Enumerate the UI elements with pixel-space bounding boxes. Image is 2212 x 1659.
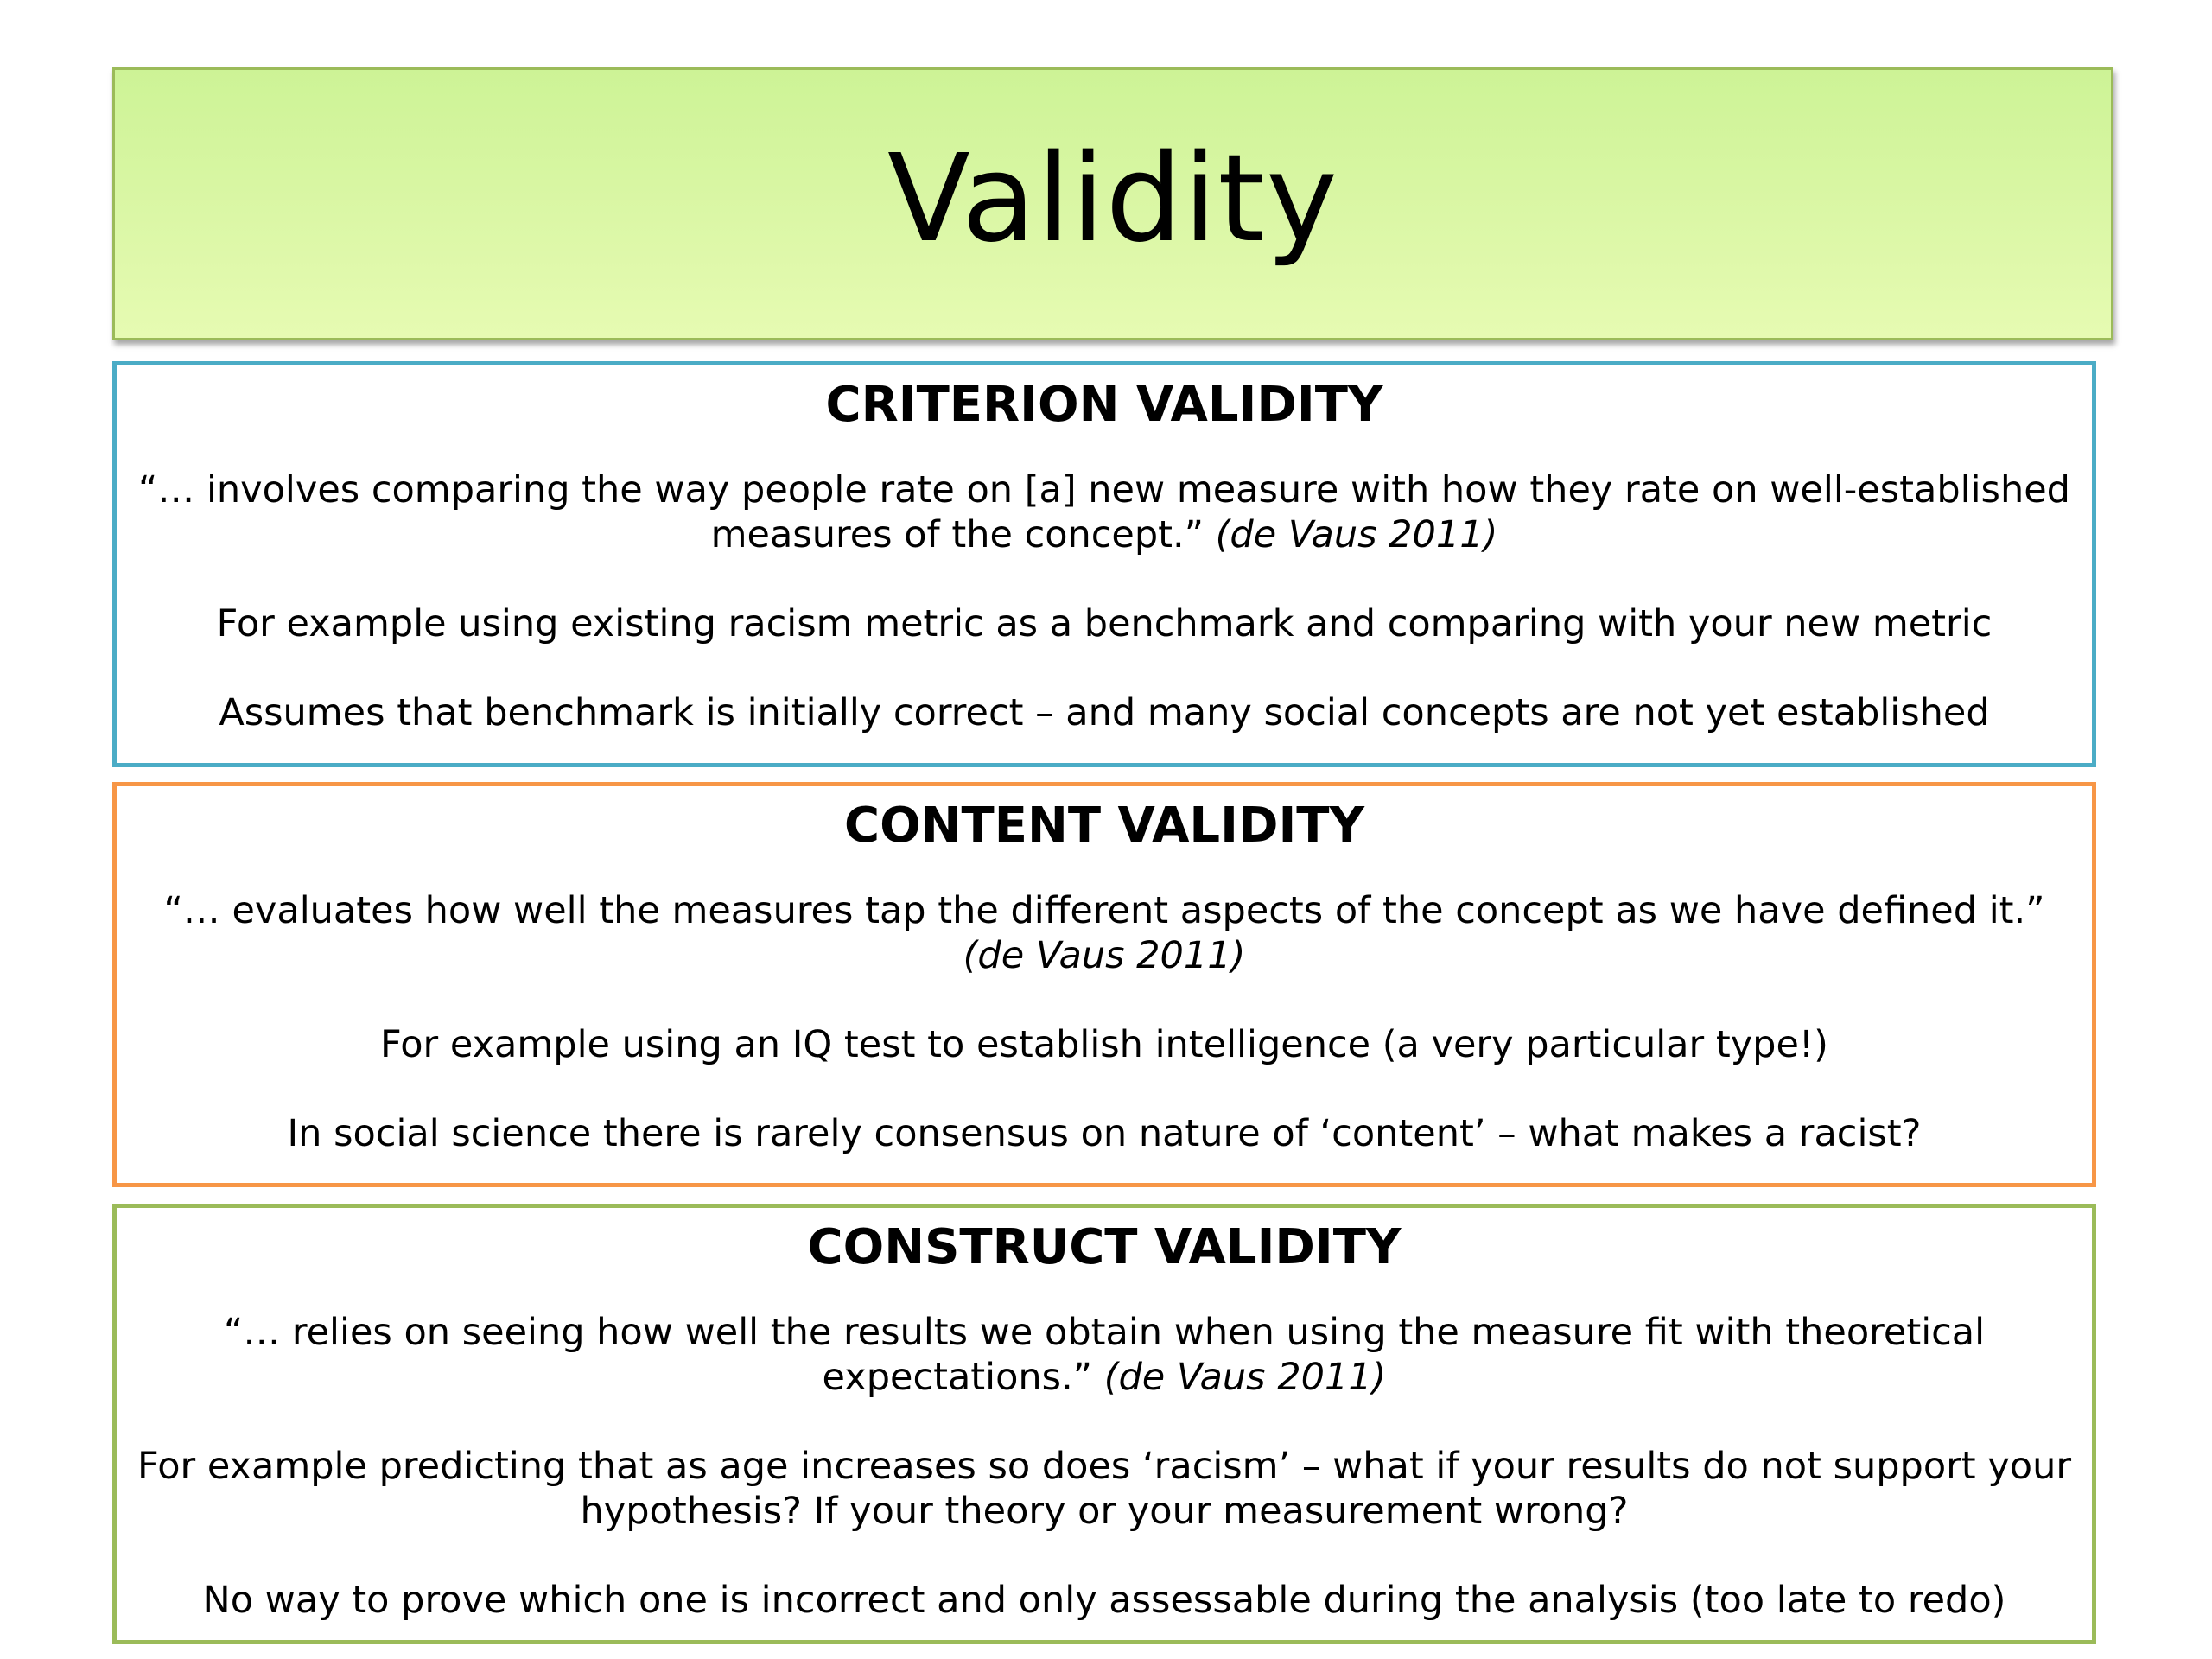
title-banner	[112, 67, 2113, 340]
construct-validity-heading: CONSTRUCT VALIDITY	[807, 1219, 1402, 1275]
content-validity-citation: (de Vaus 2011)	[963, 934, 1246, 977]
criterion-validity-box	[112, 361, 2096, 767]
criterion-validity-heading: CRITERION VALIDITY	[825, 377, 1383, 433]
content-validity-heading: CONTENT VALIDITY	[843, 798, 1365, 854]
criterion-validity-note: Assumes that benchmark is initially correct – and many social concepts are not yet established	[219, 691, 1990, 734]
construct-validity-example: For example predicting that as age increases so does ‘racism’ – what if your results do not support your hypothesis? If your theory or your measurement wrong?	[137, 1445, 2072, 1533]
construct-validity-citation: (de Vaus 2011)	[1103, 1356, 1387, 1399]
content-validity-note: In social science there is rarely consensus on nature of ‘content’ – what makes a racist?	[287, 1112, 1922, 1155]
construct-validity-note: No way to prove which one is incorrect and only assessable during the analysis (too late to redo)	[202, 1579, 2006, 1622]
construct-validity-quote: “… relies on seeing how well the results we obtain when using the measure fit with theoretical expectations.” (de Vaus 2011)	[223, 1311, 1986, 1399]
slide-title: Validity	[887, 129, 1338, 270]
criterion-validity-example: For example using existing racism metric as a benchmark and comparing with your new metric	[216, 602, 1993, 645]
content-validity-example: For example using an IQ test to establish intelligence (a very particular type!)	[380, 1023, 1828, 1066]
criterion-validity-citation: (de Vaus 2011)	[1215, 513, 1498, 556]
criterion-validity-quote: “… involves comparing the way people rate on [a] new measure with how they rate on well-established measures of the concept.” (de Vaus 2011)	[138, 468, 2070, 556]
construct-validity-box	[112, 1204, 2096, 1644]
content-validity-quote: “… evaluates how well the measures tap the different aspects of the concept as we have defined it.” (de Vaus 2011)	[163, 889, 2045, 977]
content-validity-box	[112, 782, 2096, 1187]
